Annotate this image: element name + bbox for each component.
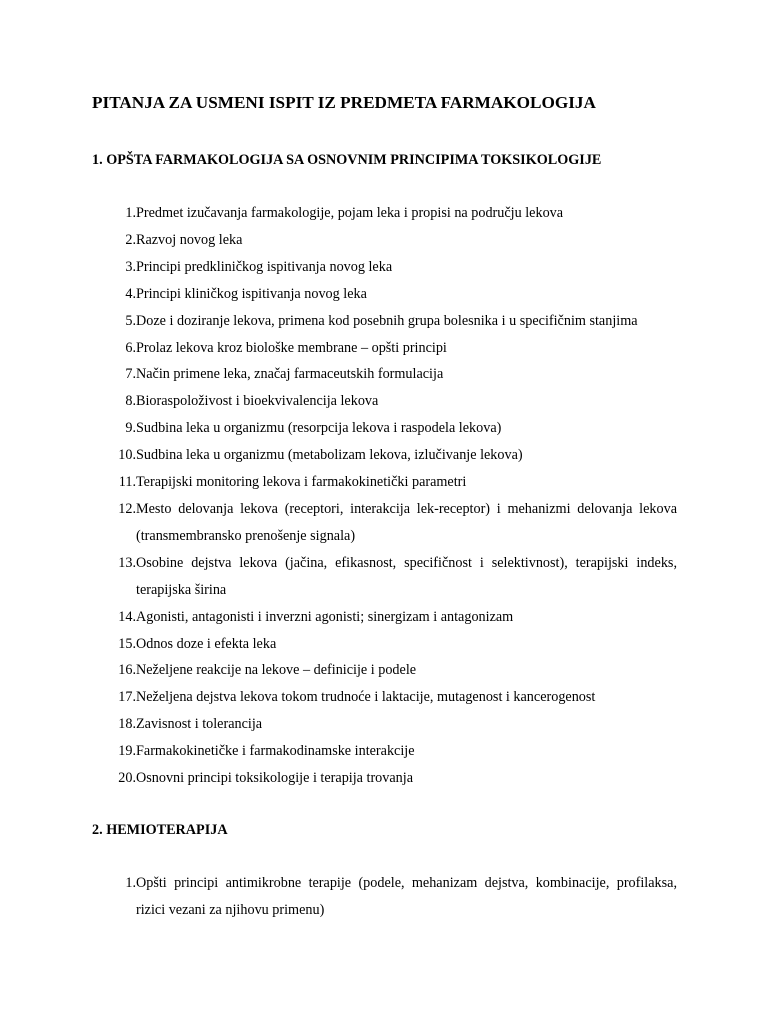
question-text: Doze i doziranje lekova, primena kod posebnih grupa bolesnika i u specifičnim stanjima xyxy=(136,312,638,329)
question-number-label: 9. xyxy=(125,420,136,437)
question-text: Bioraspoloživost i bioekvivalencija lekova xyxy=(136,393,379,410)
question-text: Agonisti, antagonisti i inverzni agonisti; sinergizam i antagonizam xyxy=(136,608,514,625)
question-item xyxy=(92,335,677,362)
question-text: Način primene leka, značaj farmaceutskih formulacija xyxy=(136,366,444,383)
question-item xyxy=(92,415,677,442)
question-item xyxy=(92,254,677,281)
question-item xyxy=(92,870,677,924)
question-item xyxy=(92,281,677,308)
question-number xyxy=(92,308,136,335)
section-heading-hemioterapija: 2. HEMIOTERAPIJA xyxy=(92,822,228,838)
question-text: Predmet izučavanja farmakologije, pojam leka i propisi na području lekova xyxy=(136,205,564,221)
question-item xyxy=(92,738,677,765)
question-item xyxy=(92,200,677,227)
question-item xyxy=(92,684,677,711)
question-text: Prolaz lekova kroz biološke membrane – opšti principi xyxy=(136,339,447,356)
question-number-label: 4. xyxy=(125,285,136,302)
question-number-label: 16. xyxy=(118,662,136,679)
question-text: Terapijski monitoring lekova i farmakokinetički parametri xyxy=(136,474,467,491)
question-number-label: 1. xyxy=(125,205,136,221)
question-item xyxy=(92,631,677,658)
question-text: Zavisnost i tolerancija xyxy=(136,716,263,733)
question-number xyxy=(92,657,136,684)
question-number-label: 2. xyxy=(125,231,136,248)
question-item xyxy=(92,604,677,631)
question-number xyxy=(92,388,136,415)
question-text: Osobine dejstva lekova (jačina, efikasnost, specifičnost i selektivnost), terapijski indeks, terapijska širina xyxy=(136,554,677,598)
question-number xyxy=(92,631,136,658)
question-number-label: 15. xyxy=(118,635,136,652)
question-number-label: 17. xyxy=(118,689,136,706)
question-number xyxy=(92,254,136,281)
question-list-section-1 xyxy=(92,200,677,792)
question-number-label: 14. xyxy=(118,608,136,625)
question-item xyxy=(92,388,677,415)
question-number xyxy=(92,496,136,523)
question-number-label: 6. xyxy=(125,339,136,356)
question-number-label: 20. xyxy=(118,770,136,787)
question-number xyxy=(92,442,136,469)
section-heading-opsta-farmakologija: 1. OPŠTA FARMAKOLOGIJA SA OSNOVNIM PRINCIPIMA TOKSIKOLOGIJE xyxy=(92,152,602,168)
question-text: Neželjena dejstva lekova tokom trudnoće i laktacije, mutagenost i kancerogenost xyxy=(136,689,596,706)
question-text: Principi predkliničkog ispitivanja novog leka xyxy=(136,258,393,275)
question-number-label: 13. xyxy=(118,554,136,571)
question-number xyxy=(92,765,136,792)
question-text: Osnovni principi toksikologije i terapija trovanja xyxy=(136,770,413,787)
question-number xyxy=(92,200,136,227)
question-text: Sudbina leka u organizmu (metabolizam lekova, izlučivanje lekova) xyxy=(136,447,523,464)
question-number-label: 12. xyxy=(118,500,136,517)
question-number xyxy=(92,361,136,388)
question-text: Farmakokinetičke i farmakodinamske interakcije xyxy=(136,743,415,760)
question-item xyxy=(92,496,677,550)
question-number xyxy=(92,550,136,577)
question-text: Opšti principi antimikrobne terapije (podele, mehanizam dejstva, kombinacije, profilaksa, rizici vezani za njihovu primenu) xyxy=(136,875,677,918)
question-number-label: 18. xyxy=(118,716,136,733)
question-text: Mesto delovanja lekova (receptori, interakcija lek-receptor) i mehanizmi delovanja lekova (transmembransko prenošenje signala) xyxy=(136,500,677,544)
question-number-label: 19. xyxy=(118,743,136,760)
question-number xyxy=(92,711,136,738)
question-item xyxy=(92,442,677,469)
question-item xyxy=(92,308,677,335)
question-number xyxy=(92,870,136,897)
question-number-label: 10. xyxy=(118,447,136,464)
question-number xyxy=(92,335,136,362)
question-list-section-2 xyxy=(92,870,677,924)
question-number xyxy=(92,415,136,442)
question-number-label: 1. xyxy=(125,875,136,891)
question-item xyxy=(92,469,677,496)
document-title: PITANJA ZA USMENI ISPIT IZ PREDMETA FARMAKOLOGIJA xyxy=(92,93,596,112)
question-text: Sudbina leka u organizmu (resorpcija lekova i raspodela lekova) xyxy=(136,420,502,437)
question-number-label: 3. xyxy=(125,258,136,275)
question-item xyxy=(92,657,677,684)
question-number-label: 5. xyxy=(125,312,136,329)
question-item xyxy=(92,711,677,738)
question-number xyxy=(92,227,136,254)
question-number xyxy=(92,604,136,631)
question-text: Neželjene reakcije na lekove – definicije i podele xyxy=(136,662,417,679)
question-item xyxy=(92,550,677,604)
question-item xyxy=(92,765,677,792)
question-number xyxy=(92,281,136,308)
question-number-label: 11. xyxy=(118,474,136,491)
question-item xyxy=(92,361,677,388)
question-number xyxy=(92,738,136,765)
question-text: Principi kliničkog ispitivanja novog leka xyxy=(136,285,367,302)
question-text: Odnos doze i efekta leka xyxy=(136,635,277,652)
question-text: Razvoj novog leka xyxy=(136,231,243,248)
question-number xyxy=(92,469,136,496)
question-number-label: 8. xyxy=(125,393,136,410)
question-number xyxy=(92,684,136,711)
question-number-label: 7. xyxy=(125,366,136,383)
question-item xyxy=(92,227,677,254)
